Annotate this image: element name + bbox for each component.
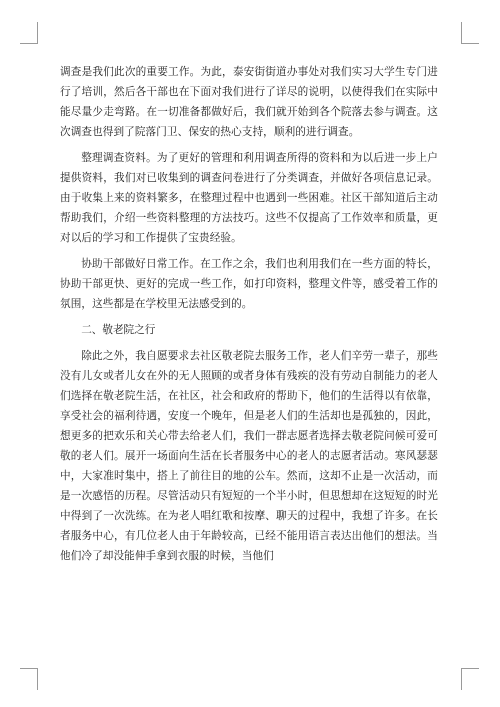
crop-mark-bottom-left — [37, 668, 38, 690]
paragraph-assist-staff: 协助干部做好日常工作。在工作之余，我们也利用我们在一些方面的特长，协助干部更快、更好的完成一些工作，如打印资料，整理文件等，感受着工作的氛围，这些都是在学校里无法感受到的。 — [60, 258, 438, 310]
document-body — [60, 62, 438, 572]
section-heading: 二、敬老院之行 — [81, 324, 156, 336]
crop-mark-bottom-left — [20, 668, 38, 669]
paragraph-organize-materials: 整理调查资料。为了更好的管理和利用调查所得的资料和为以后进一步上户提供资料，我们对已收集到的调查问卷进行了分类调查，并做好各项信息记录。由于收集上来的资料繁多，在整理过程中也遇到一些困难。社区干部知道后主动帮助我们，介绍一些资料整理的方法技巧。这些不仅提高了工作效率和质量，更对以后的学习和工作提供了宝贵经验。 — [60, 152, 438, 244]
paragraph-nursing-home: 除此之外，我自愿要求去社区敬老院去服务工作，老人们辛劳一辈子，那些没有儿女或者儿女在外的无人照顾的或者身体有残疾的没有劳动自制能力的老人们选择在敬老院生活，在社区，社会和政府的帮助下，他们的生活得以有依靠，享受社会的福利待遇，安度一个晚年，但是老人们的生活却也是孤独的，因此，想更多的把欢乐和关心带去给老人们，我们一群志愿者选择去敬老院问候可爱可敬的老人们。展开一场面向生活在长者服务中心的老人的志愿者活动。寒风瑟瑟中，大家准时集中，搭上了前往目的地的公车。然而，这却不止是一次活动，而是一次感悟的历程。尽管活动只有短短的一个半小时，但思想却在这短短的时光中得到了一次洗练。在为老人唱红歌和按摩、聊天的过程中，我想了许多。在长者服务中心，有几位老人由于年龄较高，已经不能用语言表达出他们的想法。当他们冷了却没能伸手拿到衣服的时候，当他们 — [60, 350, 438, 562]
crop-mark-top-right — [461, 22, 462, 44]
crop-mark-top-left — [37, 22, 38, 44]
crop-mark-top-right — [461, 43, 479, 44]
crop-mark-bottom-right — [461, 668, 479, 669]
crop-mark-top-left — [20, 43, 38, 44]
crop-mark-bottom-right — [461, 668, 462, 690]
paragraph-survey-intro: 调查是我们此次的重要工作。为此，泰安街街道办事处对我们实习大学生专门进行了培训，然后各干部也在下面对我们进行了详尽的说明，以使得我们在实际中能尽量少走弯路。在一切准备都做好后，我们就开始到各个院落去参与调查。这次调查也得到了院落门卫、保安的热心支持，顺利的进行调查。 — [60, 66, 438, 138]
